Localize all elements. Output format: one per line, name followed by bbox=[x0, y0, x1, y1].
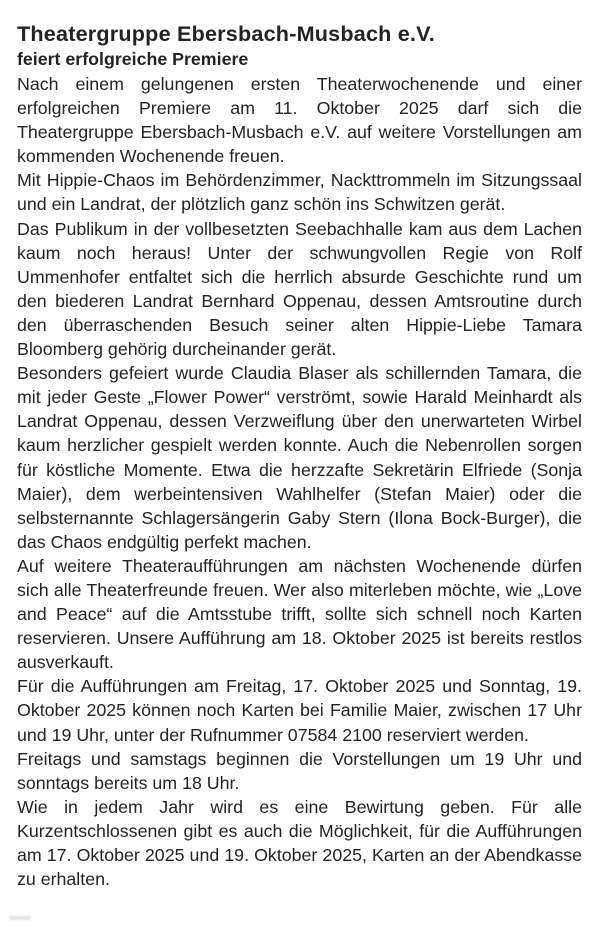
paragraph-showtimes: Freitags und samstags beginnen die Vorstellungen um 19 Uhr und sonntags bereits um 18 Uhr. bbox=[17, 748, 582, 793]
document-title: Theatergruppe Ebersbach-Musbach e.V. bbox=[17, 21, 435, 46]
paragraph-premiere-intro: Nach einem gelungenen ersten Theaterwochenende und einer erfolgreichen Premiere am 11. Oktober 2025 darf sich die Theatergruppe Ebersbach-Musbach e.V. auf weitere Vorstellungen am kommenden Wochenende freuen. bbox=[17, 74, 582, 167]
paragraph-next-weekend: Auf weitere Theateraufführungen am nächsten Wochenende dürfen sich alle Theaterfreunde freuen. Wer also miterleben möchte, wie „Love and Peace“ auf die Amtsstube trifft, sollte sich schnell noch Karten reservieren. Unsere Aufführung am 18. Oktober 2025 ist bereits restlos ausverkauft. bbox=[17, 555, 582, 673]
document-subtitle: feiert erfolgreiche Premiere bbox=[17, 49, 249, 69]
scan-smudge-artifact bbox=[9, 916, 31, 920]
paragraph-box-office: Wie in jedem Jahr wird es eine Bewirtung geben. Für alle Kurzentschlossenen gibt es auch die Möglichkeit, für die Aufführungen am 17. Oktober 2025 und 19. Oktober 2025, Karten an der Abendkasse zu erhalten. bbox=[17, 796, 582, 890]
paragraph-plot-teaser: Mit Hippie-Chaos im Behördenzimmer, Nackttrommeln im Sitzungssaal und ein Landrat, der plötzlich ganz schön ins Schwitzen gerät. bbox=[17, 170, 582, 215]
document-body bbox=[17, 72, 582, 891]
paragraph-cast-praise: Besonders gefeiert wurde Claudia Blaser als schillernden Tamara, die mit jeder Geste „Flower Power“ verströmt, sowie Harald Meinhardt als Landrat Oppenau, dessen Verzweiflung über den unerwarteten Wirbel kaum herzlicher gespielt werden konnte. Auch die Nebenrollen sorgen für köstliche Momente. Etwa die herzzafte Sekretärin Elfriede (Sonja Maier), dem werbeintensiven Wahlhelfer (Stefan Maier) oder die selbsternannte Schlagersängerin Gaby Stern (Ilona Bock-Burger), die das Chaos endgültig perfekt machen. bbox=[17, 363, 582, 552]
paragraph-audience-story: Das Publikum in der vollbesetzten Seebachhalle kam aus dem Lachen kaum noch heraus! Unter der schwungvollen Regie von Rolf Ummenhofer entfaltet sich die herrlich absurde Geschichte rund um den biederen Landrat Bernhard Oppenau, dessen Amtsroutine durch den überraschenden Besuch seiner alten Hippie-Liebe Tamara Bloomberg gehörig durcheinander gerät. bbox=[17, 218, 582, 360]
paragraph-ticket-reservation: Für die Aufführungen am Freitag, 17. Oktober 2025 und Sonntag, 19. Oktober 2025 können noch Karten bei Familie Maier, zwischen 17 Uhr und 19 Uhr, unter der Rufnummer 07584 2100 reserviert werden. bbox=[17, 676, 582, 745]
